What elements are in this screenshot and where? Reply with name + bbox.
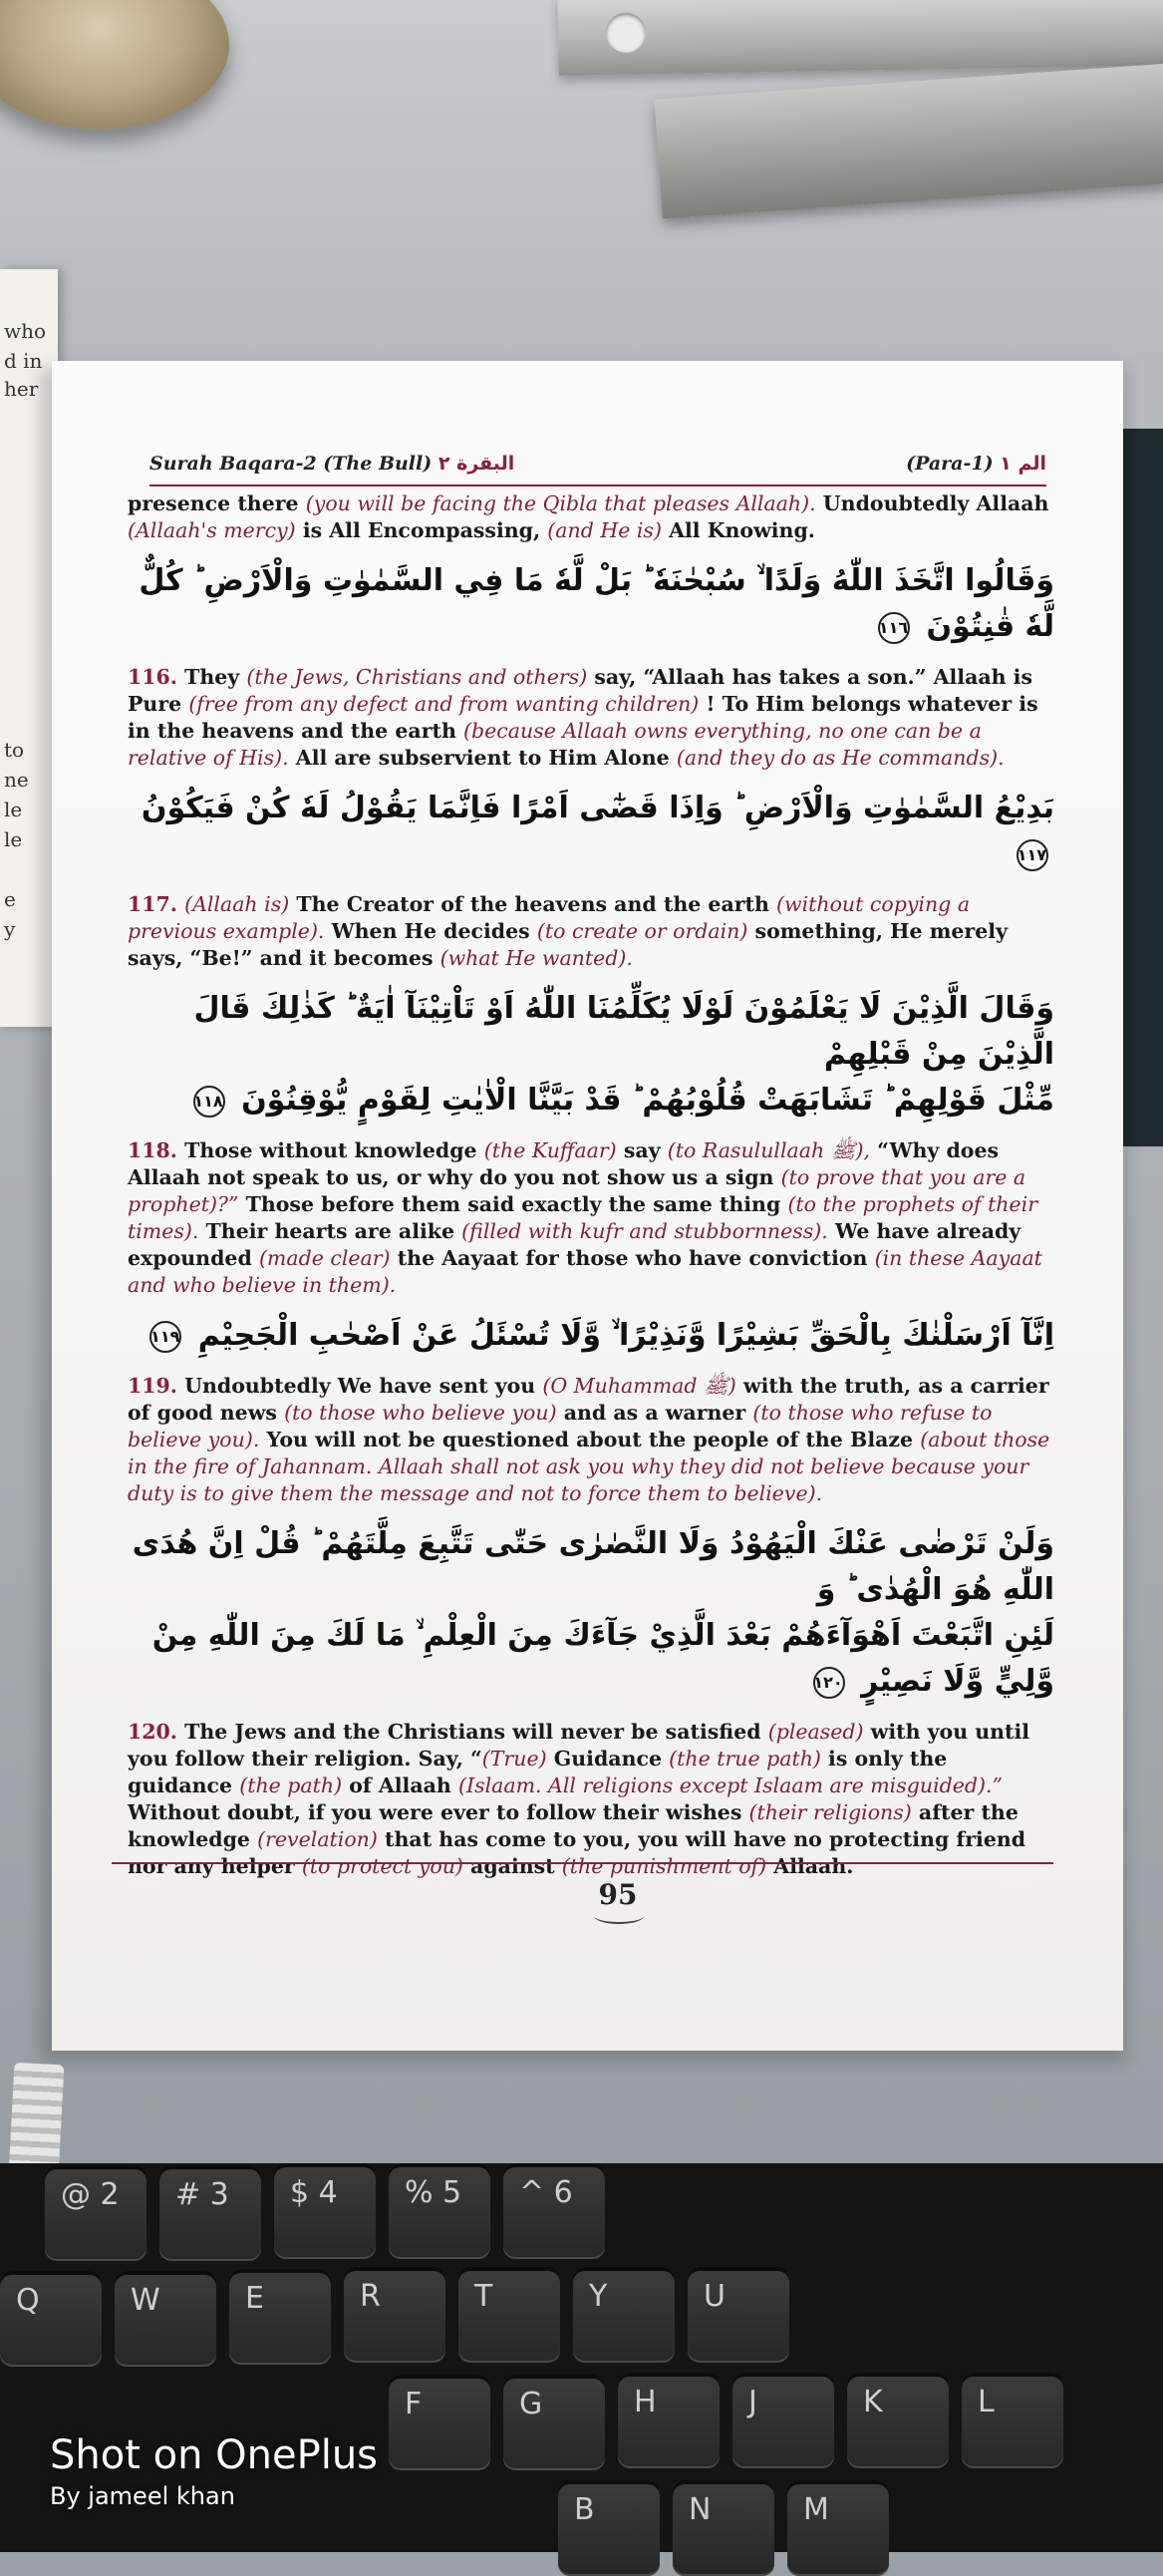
commentary: (about those in the fire of Jahannam. Allaah shall not ask you why they did not believe because your duty is to give them the message and not to force them to believe). — [128, 1428, 1050, 1505]
verse-number-mark: ١١٦ — [878, 612, 910, 644]
verse-number: 120. — [128, 1720, 177, 1744]
key-label: M — [803, 2492, 829, 2527]
key — [229, 2269, 331, 2365]
commentary: (and they do as He commands). — [676, 746, 1005, 770]
key-label: % 5 — [405, 2175, 462, 2210]
commentary: (to those who believe you) — [284, 1401, 557, 1425]
key — [0, 2271, 102, 2367]
commentary: (O Muhammad ﷺ) — [542, 1374, 736, 1398]
text: They — [184, 665, 240, 689]
text: Guidance — [553, 1747, 662, 1771]
commentary: (because Allaah owns everything, no one can be a relative of His). — [128, 719, 982, 770]
commentary: (the Jews, Christians and others) — [246, 665, 588, 689]
key-label: N — [689, 2492, 712, 2527]
commentary: (filled with kufr and stubbornness). — [461, 1219, 828, 1243]
commentary: (what He wanted). — [439, 946, 633, 970]
metal-ruler — [557, 0, 1163, 76]
header-para: (Para-1) — [906, 453, 994, 475]
key — [573, 2267, 675, 2363]
text: say — [623, 1138, 661, 1162]
translation-120 — [128, 1719, 1054, 1880]
key-label: T — [474, 2279, 493, 2314]
text: against — [470, 1854, 555, 1878]
text: When He decides — [331, 919, 530, 943]
key-label: Q — [16, 2283, 40, 2318]
arabic-text: وَقَالَ الَّذِيْنَ لَا يَعْلَمُوْنَ لَوْلَا يُكَلِّمُنَا اللّٰهُ اَوْ تَاْتِيْنَآ اٰيَةٌ ؕ كَذٰلِكَ قَالَ الَّذِيْنَ مِنْ قَبْلِهِمْ — [193, 991, 1054, 1072]
arabic-verse-118 — [128, 986, 1054, 1124]
ruler-hole — [606, 12, 647, 53]
text: We have already expounded — [128, 1219, 1021, 1270]
key-label: B — [574, 2492, 595, 2527]
key — [618, 2373, 720, 2468]
key — [458, 2267, 560, 2363]
commentary: (the Kuffaar) — [483, 1138, 617, 1162]
key — [732, 2373, 834, 2468]
translation-118 — [128, 1137, 1054, 1299]
camera-watermark — [50, 2432, 378, 2510]
key — [847, 2373, 949, 2468]
commentary: (Allaah is) — [184, 892, 290, 916]
key-label: F — [405, 2387, 423, 2421]
header-surah-arabic: البقرة ٢ — [437, 453, 515, 475]
verse-number-mark: ١١٧ — [1017, 839, 1048, 871]
verse-number: 119. — [128, 1374, 177, 1398]
header-left — [149, 453, 514, 475]
key-label: H — [634, 2385, 657, 2419]
arabic-verse-115 — [128, 558, 1054, 650]
text: All Knowing. — [669, 518, 815, 542]
text: The Jews and the Christians will never be satisfied — [184, 1720, 761, 1744]
commentary: (the path) — [239, 1773, 343, 1797]
left-page-fragment: y — [4, 917, 16, 941]
verse-number-mark: ١١٨ — [193, 1086, 225, 1118]
key-label: J — [748, 2385, 757, 2419]
left-page-fragment: le — [4, 827, 23, 851]
header-surah-title: Surah Baqara-2 (The Bull) — [149, 453, 433, 475]
commentary: (to create or ordain) — [536, 919, 748, 943]
arabic-text: اِنَّآ اَرْسَلْنٰكَ بِالْحَقِّ بَشِيْرًا وَّنَذِيْرًا ۙ وَّلَا تُسْئَلُ عَنْ اَصْحٰبِ الْجَحِيْمِ — [197, 1318, 1054, 1353]
left-page-fragment: who — [4, 319, 47, 343]
text: Those before them said exactly the same thing — [245, 1192, 781, 1216]
arabic-text: وَلَنْ تَرْضٰى عَنْكَ الْيَهُوْدُ وَلَا النَّصٰرٰى حَتّٰى تَتَّبِعَ مِلَّتَهُمْ ؕ قُلْ اِنَّ هُدَى اللّٰهِ هُوَ الْهُدٰى ؕ وَ — [132, 1526, 1054, 1607]
text: the Aayaat for those who have conviction — [397, 1246, 868, 1270]
page-header — [149, 447, 1046, 486]
text: and as a warner — [563, 1401, 746, 1425]
text: Their hearts are alike — [205, 1219, 455, 1243]
text: is All Encompassing, — [302, 518, 541, 542]
text: You will not be questioned about the people of the Blaze — [266, 1428, 914, 1451]
commentary: (the true path) — [669, 1747, 821, 1771]
translation-116 — [128, 664, 1054, 772]
verse-number: 118. — [128, 1138, 177, 1162]
arabic-verse-119 — [128, 1313, 1054, 1359]
commentary: (the punishment of) — [561, 1854, 767, 1878]
text: say, “Allaah has takes a son.” Allaah is Pure — [128, 665, 1033, 716]
key-label: # 3 — [175, 2177, 229, 2212]
text: ! To Him belongs whatever is in the heavens and the earth — [128, 692, 1038, 743]
page-content — [128, 490, 1054, 1880]
commentary: (Islaam. All religions except Islaam are misguided).” — [457, 1773, 1003, 1797]
commentary: (to Rasulullaah ﷺ), — [667, 1138, 870, 1162]
key-label: K — [863, 2385, 883, 2419]
translation-119 — [128, 1373, 1054, 1507]
commentary: (free from any defect and from wanting children) — [188, 692, 700, 716]
text: The Creator of the heavens and the earth — [296, 892, 769, 916]
key-label: G — [519, 2387, 543, 2421]
arabic-text: بَدِيْعُ السَّمٰوٰتِ وَالْاَرْضِ ؕ وَاِذَا قَضٰٓى اَمْرًا فَاِنَّمَا يَقُوْلُ لَهٗ كُنْ فَيَكُوْنُ — [141, 791, 1054, 825]
key — [558, 2480, 660, 2576]
text: Those without knowledge — [184, 1138, 477, 1162]
verse-number: 116. — [128, 665, 177, 689]
commentary: (to the prophets of their times). — [128, 1192, 1037, 1243]
commentary: (True) — [481, 1747, 547, 1771]
verse-number-mark: ١١٩ — [149, 1321, 181, 1353]
watermark-author: By jameel khan — [50, 2482, 235, 2510]
translation-117 — [128, 891, 1054, 972]
watermark-brand: Shot on OnePlus — [50, 2432, 379, 2478]
commentary: (and He is) — [547, 518, 662, 542]
left-page-fragment: d in — [4, 349, 43, 373]
text: something, He merely says, “Be!” and it becomes — [128, 919, 1008, 970]
key-label: L — [978, 2385, 995, 2419]
key — [344, 2267, 445, 2363]
key — [45, 2165, 146, 2261]
arabic-text: وَقَالُوا اتَّخَذَ اللّٰهُ وَلَدًا ۙ سُبْحٰنَهٗ ؕ بَلْ لَّهٗ مَا فِي السَّمٰوٰتِ وَالْاَرْضِ ؕ كُلٌّ لَّهٗ قٰنِتُوْنَ — [139, 563, 1054, 644]
commentary: (you will be facing the Qibla that pleases Allaah). — [305, 491, 816, 515]
commentary: (pleased) — [767, 1720, 864, 1744]
text: presence there — [128, 491, 299, 515]
key — [787, 2480, 889, 2576]
key-label: Y — [589, 2279, 608, 2314]
page-number: 95 — [598, 1878, 638, 1911]
arabic-text: مِّثْلَ قَوْلِهِمْ ؕ تَشَابَهَتْ قُلُوْبُهُمْ ؕ قَدْ بَيَّنَّا الْاٰيٰتِ لِقَوْمٍ يُّوْقِنُوْنَ — [241, 1083, 1054, 1118]
commentary: (in these Aayaat and who believe in them). — [128, 1246, 1042, 1297]
arabic-verse-120 — [128, 1521, 1054, 1705]
key — [503, 2375, 605, 2470]
left-page-fragment: e — [4, 887, 16, 911]
text: after the knowledge — [128, 1800, 1018, 1851]
text: of Allaah — [349, 1773, 451, 1797]
commentary: (without copying a previous example). — [128, 892, 971, 943]
arabic-verse-117 — [128, 786, 1054, 877]
key — [503, 2163, 605, 2259]
text: All are subservient to Him Alone — [295, 746, 670, 770]
text: with the truth, as a carrier of good news — [128, 1374, 1049, 1425]
commentary: (to protect you) — [301, 1854, 463, 1878]
commentary: (revelation) — [257, 1827, 378, 1851]
left-page-fragment: le — [4, 798, 23, 821]
key-label: W — [131, 2283, 160, 2318]
page-flourish-ornament — [594, 1908, 644, 1924]
key — [159, 2165, 261, 2261]
key — [115, 2271, 216, 2367]
key-label: E — [245, 2281, 264, 2316]
commentary: (made clear) — [258, 1246, 391, 1270]
key-label: ^ 6 — [519, 2175, 573, 2210]
commentary: (Allaah's mercy) — [128, 518, 296, 542]
key — [389, 2375, 490, 2470]
arabic-text: لَئِنِ اتَّبَعْتَ اَهْوَآءَهُمْ بَعْدَ الَّذِيْ جَآءَكَ مِنَ الْعِلْمِ ۙ مَا لَكَ مِنَ اللّٰهِ مِنْ وَّلِيٍّ وَّلَا نَصِيْرٍ — [151, 1618, 1054, 1699]
key-label: $ 4 — [290, 2175, 338, 2210]
key — [274, 2163, 376, 2259]
key — [673, 2480, 774, 2576]
text: Undoubtedly We have sent you — [184, 1374, 536, 1398]
left-page-fragment: to — [4, 738, 25, 762]
intro-paragraph — [128, 490, 1054, 544]
text: with you until you follow their religion. Say, “ — [128, 1720, 1030, 1771]
text: that has come to you, you will have no protecting friend nor any helper — [128, 1827, 1026, 1878]
key — [962, 2373, 1063, 2468]
footer-rule — [112, 1862, 1053, 1864]
key-label: U — [704, 2279, 726, 2314]
key — [688, 2267, 789, 2363]
header-right — [906, 453, 1046, 475]
text: Without doubt, if you were ever to follow their wishes — [128, 1800, 742, 1824]
key — [389, 2163, 490, 2259]
text: is only the guidance — [128, 1747, 948, 1797]
text: Allaah. — [773, 1854, 854, 1878]
commentary: (to prove that you are a prophet)?” — [128, 1165, 1026, 1216]
left-page-fragment: ne — [4, 768, 29, 792]
commentary: (to those who refuse to believe you). — [128, 1401, 993, 1451]
verse-number-mark: ١٢٠ — [813, 1667, 845, 1699]
text: “Why does Allaah not speak to us, or why do you not show us a sign — [128, 1138, 1000, 1189]
header-para-arabic: الم ١ — [1000, 453, 1046, 475]
left-page-fragment: her — [4, 377, 39, 401]
key-label: @ 2 — [61, 2177, 120, 2212]
commentary: (their religions) — [748, 1800, 912, 1824]
key-label: R — [360, 2279, 381, 2314]
text: Undoubtedly Allaah — [822, 491, 1049, 515]
verse-number: 117. — [128, 892, 177, 916]
